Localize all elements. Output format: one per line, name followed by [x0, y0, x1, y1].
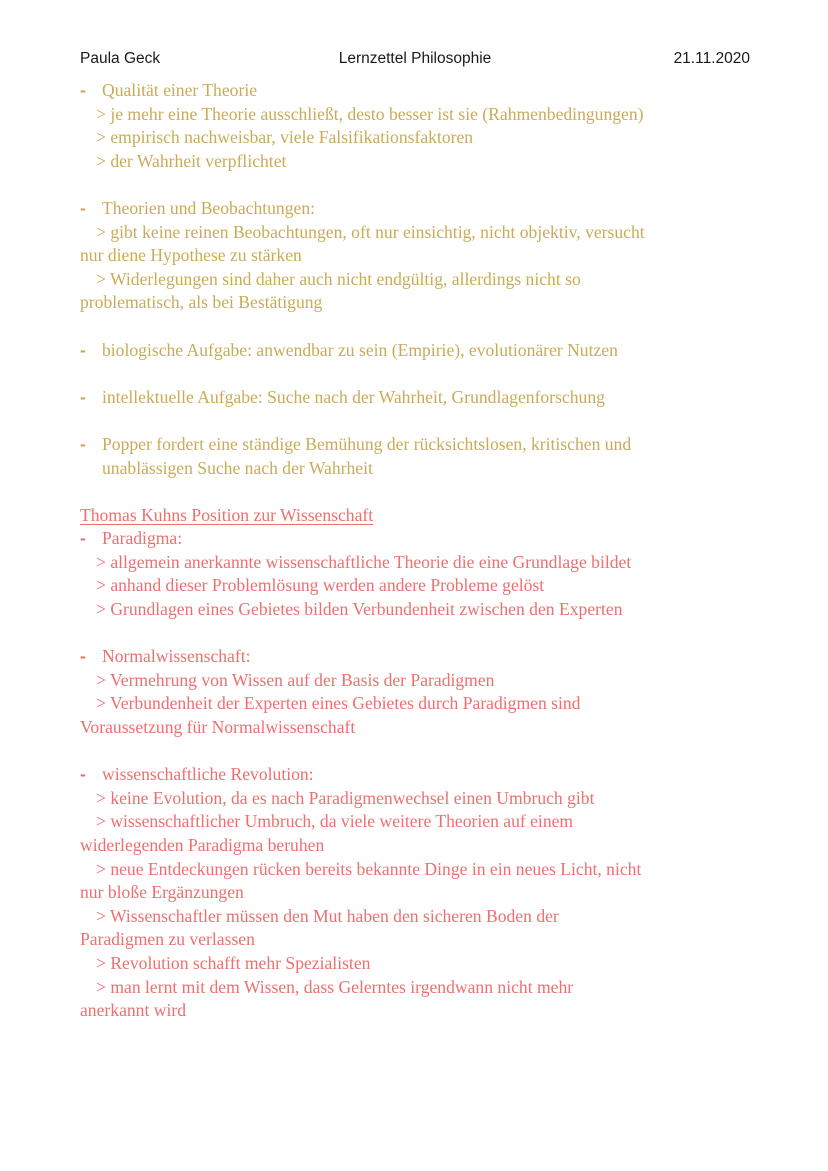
list-item — [80, 763, 760, 787]
list-item — [80, 79, 760, 103]
list-item — [80, 433, 760, 457]
list-item — [80, 527, 760, 551]
sub-item: > Verbundenheit der Experten eines Gebietes durch Paradigmen sind — [96, 693, 581, 714]
sub-item-continuation: widerlegenden Paradigma beruhen — [80, 835, 325, 855]
sub-item: > der Wahrheit verpflichtet — [96, 150, 287, 171]
dash-bullet: - — [80, 764, 86, 785]
sub-item: > neue Entdeckungen rücken bereits bekannte Dinge in ein neues Licht, nicht — [96, 858, 642, 879]
dash-bullet: - — [80, 433, 86, 454]
sub-item: > allgemein anerkannte wissenschaftliche Theorie die eine Grundlage bildet — [96, 551, 632, 572]
sub-item: > wissenschaftlicher Umbruch, da viele weitere Theorien auf einem — [96, 811, 574, 832]
sub-item: > Wissenschaftler müssen den Mut haben den sicheren Boden der — [96, 905, 559, 926]
sub-item: > Vermehrung von Wissen auf der Basis der Paradigmen — [96, 669, 495, 690]
sub-item-continuation: Voraussetzung für Normalwissenschaft — [80, 717, 356, 738]
list-item — [80, 386, 760, 410]
item-heading: Theorien und Beobachtungen: — [102, 197, 316, 218]
list-item — [80, 339, 760, 363]
list-item — [80, 197, 760, 221]
item-continuation: unablässigen Suche nach der Wahrheit — [102, 457, 373, 478]
sub-item-continuation: problematisch, als bei Bestätigung — [80, 292, 323, 313]
section-title: Thomas Kuhns Position zur Wissenschaft — [80, 504, 374, 525]
item-text: biologische Aufgabe: anwendbar zu sein (Empirie), evolutionärer Nutzen — [102, 339, 618, 360]
sub-item: > Grundlagen eines Gebietes bilden Verbundenheit zwischen den Experten — [96, 599, 623, 620]
item-heading: Qualität einer Theorie — [102, 80, 258, 100]
sub-item: > keine Evolution, da es nach Paradigmenwechsel einen Umbruch gibt — [96, 787, 595, 808]
dash-bullet: - — [80, 80, 86, 100]
kuhn-section — [80, 504, 760, 1023]
sub-item: > Widerlegungen sind daher auch nicht endgültig, allerdings nicht so — [96, 268, 581, 289]
item-text: intellektuelle Aufgabe: Suche nach der Wahrheit, Grundlagenforschung — [102, 386, 605, 407]
sub-item: > anhand dieser Problemlösung werden andere Probleme gelöst — [96, 575, 545, 596]
sub-item-continuation: Paradigmen zu verlassen — [80, 929, 255, 950]
notes-body — [80, 79, 760, 1023]
sub-item: > je mehr eine Theorie ausschließt, desto besser ist sie (Rahmenbedingungen) — [96, 103, 644, 124]
list-item — [80, 645, 760, 669]
sub-item-continuation: nur bloße Ergänzungen — [80, 882, 244, 903]
dash-bullet: - — [80, 386, 86, 407]
sub-item: > Revolution schafft mehr Spezialisten — [96, 952, 371, 973]
page-header — [80, 50, 750, 72]
sub-item: > man lernt mit dem Wissen, dass Gelerntes irgendwann nicht mehr — [96, 976, 574, 997]
item-text: Popper fordert eine ständige Bemühung der rücksichtslosen, kritischen und — [102, 433, 632, 454]
sub-item-continuation: nur diene Hypothese zu stärken — [80, 245, 302, 266]
document-title: Lernzettel Philosophie — [338, 50, 492, 67]
dash-bullet: - — [80, 646, 86, 667]
author-name: Paula Geck — [80, 50, 161, 67]
sub-item: > empirisch nachweisbar, viele Falsifikationsfaktoren — [96, 127, 474, 148]
item-heading: Normalwissenschaft: — [102, 646, 251, 667]
item-heading: Paradigma: — [102, 528, 183, 549]
sub-item-continuation: anerkannt wird — [80, 1000, 187, 1021]
document-date: 21.11.2020 — [673, 50, 750, 67]
dash-bullet: - — [80, 339, 86, 360]
dash-bullet: - — [80, 528, 86, 549]
sub-item: > gibt keine reinen Beobachtungen, oft nur einsichtig, nicht objektiv, versucht — [96, 221, 645, 242]
popper-section — [80, 79, 760, 504]
dash-bullet: - — [80, 197, 86, 218]
item-heading: wissenschaftliche Revolution: — [102, 764, 314, 785]
